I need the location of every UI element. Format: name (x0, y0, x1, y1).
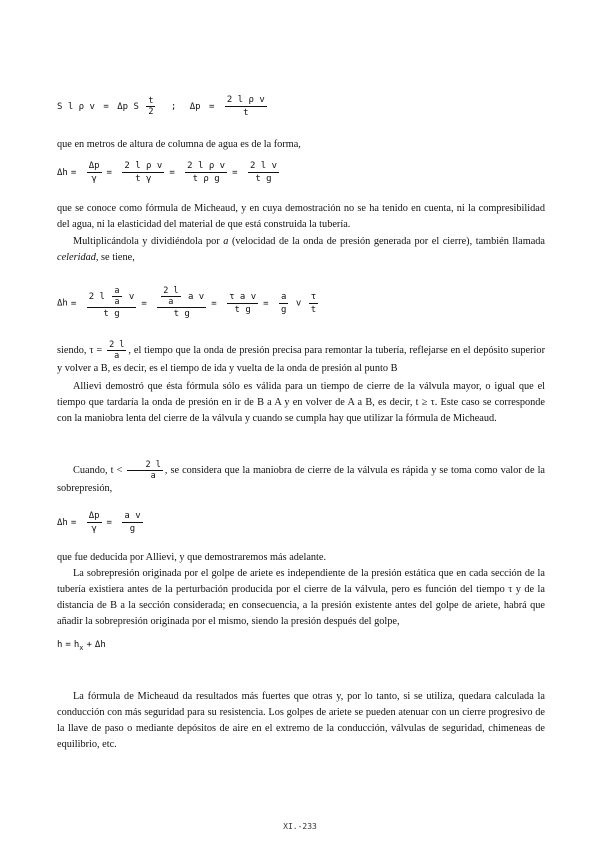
eq1-lhs: S l ρ v (57, 102, 95, 112)
eq1-fraction-t-2: $\frac{t}{2}$ (148, 96, 154, 117)
page-number: XI.-233 (283, 822, 317, 831)
paragraph-9: La fórmula de Micheaud da resultados más fuertes que otras y, por lo tanto, si se utiliza, quedara calculada la conducción con más seguridad para su resistencia. Los golpes de ariete se pueden atenuar con un cierre progresivo de la llave de paso o mediante depósitos de aire en el extremo de la conducción, válvulas de seguridad, chimeneas de equilibrio, etc. (57, 691, 545, 750)
eq1-fraction: $\frac{\text{2 l ρ v}}{t}$ (226, 95, 265, 118)
paragraph-3: Multiplicándola y dividiéndola por a (velocidad de la onda de presión generada por el cierre), también llamada celeridad, se tiene, (57, 236, 545, 263)
eq1-dp: Δp (189, 102, 201, 112)
eq1-separator: ; (170, 102, 177, 112)
paragraph-6: Cuando, t < $\frac{2 l}{a}$ , se considera que la maniobra de cierre de la válvula es rápida y se toma como valor de la sobrepresión, (57, 460, 545, 494)
eq1-equals: = (103, 102, 109, 112)
equation-4: Δh = $\frac{\Delta p}{\gamma}$ = $\frac{\text{a v}}{g}$ (57, 511, 141, 534)
paragraph-5: Allievi demostró que ésta fórmula sólo es válida para un tiempo de cierre de la válvula mayor, o igual que el tiempo que tardaría la onda de presión en ir de B a A y en volver de A a B, es decir, t ≥ τ. Este caso se corresponde con la maniobra lenta del cierre de la válvula y cuando se cumpla hay que utilizar la fórmula de Micheaud. (57, 381, 545, 424)
paragraph-4: siendo, τ = $\frac{2 l}{a}$ , el tiempo que la onda de presión precisa para remontar la tubería, reflejarse en el depósito superior y volver a B, es decir, es el tiempo de ida y vuelta de la onda de presión al punto B (57, 340, 545, 374)
p4-fraction: $\frac{2 l}{a}$ (109, 340, 125, 361)
paragraph-2: que se conoce como fórmula de Micheaud, y en cuya demostración no se ha tenido en cuenta, ni la compresibilidad del agua, ni la elasticidad del material de que está construida la tubería. (57, 203, 545, 230)
equation-5: $h = h_x + \Delta h$ (57, 640, 106, 652)
paragraph-1: que en metros de altura de columna de agua es de la forma, (57, 139, 301, 150)
paragraph-8: La sobrepresión originada por el golpe de ariete es independiente de la presión estática que en cada sección de la tubería existiera antes de la perturbación producida por el cierre de la válvula, pero es función del tiempo τ y de la distancia de B a la sección considerada; en consecuencia, a la presión existente antes del golpe de ariete, habrá que añadir la sobrepresión originada por el mismo, siendo la presión después del golpe, (57, 568, 545, 627)
p6-fraction: $\frac{2 l}{a}$ (127, 460, 162, 481)
eq1-rhs: Δp S (117, 102, 139, 112)
equation-2: Δh = $\frac{\Delta p}{\gamma}$ = $\frac{\text{2 l ρ v}}{\text{t γ}}$ = $\frac{\text{2 l ρ v}}{\text{t ρ g}}$ = $\frac{\text{2 l v}}{\text{t g}}$ (57, 161, 278, 184)
paragraph-7: que fue deducida por Allievi, y que demostraremos más adelante. (57, 552, 327, 563)
equation-3: Δh = 2 l $\frac{a}{a}$ v t g = $\frac{2 l}{a}$ a v t g = $\frac{\text{τ a v}}{\text{t g}}$ = $\frac{a}{g}$ v $\frac{\tau}{t}$ (57, 286, 317, 319)
equation-1: S l ρ v = Δp S $\frac{t}{2}$ ; Δp = $\frac{\text{2 l ρ v}}{t}$ (57, 95, 265, 118)
